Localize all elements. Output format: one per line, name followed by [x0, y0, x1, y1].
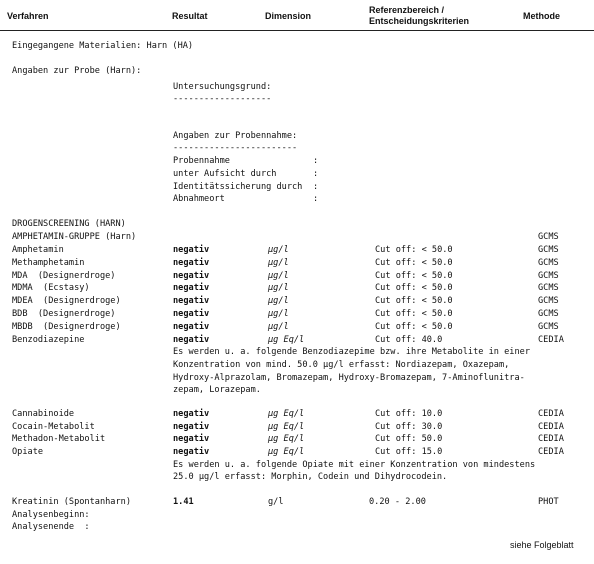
note-line: Es werden u. a. folgende Benzodiazepime bzw. ihre Metabolite in einer — [173, 347, 530, 357]
row-method: GCMS — [538, 296, 559, 307]
row-result: negativ — [173, 409, 210, 419]
row-ref: Cut off: 30.0 — [375, 421, 443, 432]
row-name: MBDB (Designerdroge) — [12, 321, 121, 332]
row-ref: Cut off: 10.0 — [375, 409, 443, 419]
header-resultat: Resultat — [172, 11, 208, 21]
row-unit: g/l — [268, 497, 284, 507]
row-result: negativ — [173, 421, 210, 432]
row-ref: Cut off: < 50.0 — [375, 270, 453, 281]
row-result: negativ — [173, 270, 210, 281]
row-name: MDA (Designerdroge) — [12, 270, 116, 281]
row-result: negativ — [173, 447, 210, 458]
analysenbeginn: Analysenbeginn: — [12, 510, 90, 520]
footer-note: siehe Folgeblatt — [510, 540, 574, 550]
row-unit: µg Eq/l — [268, 421, 305, 432]
row-name: Opiate — [12, 447, 44, 458]
row-ref: Cut off: < 50.0 — [375, 296, 453, 307]
row-name: Amphetamin — [12, 245, 64, 255]
row-method: GCMS — [538, 245, 559, 255]
field-colon: : — [313, 169, 319, 179]
row-name: Benzodiazepine — [12, 334, 85, 345]
row-ref: 0.20 - 2.00 — [369, 497, 426, 507]
row-unit: µg/l — [268, 321, 289, 332]
row-method: GCMS — [538, 309, 559, 319]
row-method: CEDIA — [538, 421, 564, 432]
row-name: Methadon-Metabolit — [12, 434, 106, 445]
header-verfahren: Verfahren — [7, 11, 49, 21]
row-name: Methamphetamin — [12, 257, 85, 268]
row-unit: µg Eq/l — [268, 334, 305, 345]
row-unit: µg/l — [268, 270, 289, 281]
table-header — [0, 0, 594, 31]
row-method: PHOT — [538, 497, 559, 507]
screening-heading: DROGENSCREENING (HARN) — [12, 219, 126, 229]
group-method: GCMS — [538, 232, 559, 242]
row-result: negativ — [173, 257, 210, 268]
row-ref: Cut off: 15.0 — [375, 447, 443, 458]
material-line: Eingegangene Materialien: Harn (HA) — [12, 41, 194, 51]
note-line: zepam, Lorazepam. — [173, 385, 261, 395]
row-result: negativ — [173, 434, 210, 445]
row-method: GCMS — [538, 270, 559, 281]
header-referenz-line2: Entscheidungskriterien — [369, 16, 470, 26]
note-line: 25.0 µg/l erfasst: Morphin, Codein und Dihydrocodein. — [173, 472, 448, 482]
row-name: MDEA (Designerdroge) — [12, 296, 121, 307]
probe-heading: Angaben zur Probe (Harn): — [12, 66, 142, 76]
row-unit: µg/l — [268, 245, 289, 255]
analysenende: Analysenende : — [12, 522, 90, 532]
row-name: Cocain-Metabolit — [12, 421, 95, 432]
row-ref: Cut off: 50.0 — [375, 434, 443, 445]
row-unit: µg/l — [268, 283, 289, 294]
row-result: negativ — [173, 309, 210, 319]
field-probennahme: Probennahme — [173, 156, 230, 166]
row-method: GCMS — [538, 257, 559, 268]
note-line: Es werden u. a. folgende Opiate mit einer Konzentration von mindestens — [173, 460, 536, 470]
field-abnahmeort: Abnahmeort — [173, 194, 225, 204]
note-line: Hydroxy-Alprazolam, Bromazepam, Hydroxy-Bromazepam, 7-Aminoflunitra- — [173, 373, 525, 383]
row-unit: µg/l — [268, 296, 289, 307]
untersuchungsgrund-underline: ------------------- — [173, 94, 272, 104]
field-colon: : — [313, 182, 319, 192]
row-method: CEDIA — [538, 447, 564, 458]
probennahme-underline: ------------------------ — [173, 143, 298, 153]
row-ref: Cut off: < 50.0 — [375, 245, 453, 255]
field-colon: : — [313, 194, 319, 204]
row-ref: Cut off: < 50.0 — [375, 283, 453, 294]
row-method: CEDIA — [538, 334, 564, 345]
row-ref: Cut off: 40.0 — [375, 334, 443, 345]
row-ref: Cut off: < 50.0 — [375, 257, 453, 268]
field-identitaet: Identitätssicherung durch — [173, 182, 303, 192]
row-method: GCMS — [538, 321, 559, 332]
untersuchungsgrund-label: Untersuchungsgrund: — [173, 82, 272, 92]
row-result: negativ — [173, 245, 210, 255]
field-aufsicht: unter Aufsicht durch — [173, 169, 277, 179]
row-name: Cannabinoide — [12, 409, 75, 419]
row-unit: µg/l — [268, 257, 289, 268]
field-colon: : — [313, 156, 319, 166]
header-dimension: Dimension — [265, 11, 312, 21]
row-name: Kreatinin (Spontanharn) — [12, 497, 131, 507]
row-ref: Cut off: < 50.0 — [375, 309, 453, 319]
row-unit: µg Eq/l — [268, 409, 305, 419]
row-unit: µg Eq/l — [268, 447, 305, 458]
row-name: MDMA (Ecstasy) — [12, 283, 90, 294]
row-result: 1.41 — [173, 497, 194, 507]
row-method: CEDIA — [538, 409, 564, 419]
probennahme-heading: Angaben zur Probennahme: — [173, 131, 298, 141]
row-ref: Cut off: < 50.0 — [375, 321, 453, 332]
row-method: CEDIA — [538, 434, 564, 445]
row-unit: µg/l — [268, 309, 289, 319]
note-line: Konzentration von mind. 50.0 µg/l erfasst: Nordiazepam, Oxazepam, — [173, 360, 510, 370]
row-name: BDB (Designerdroge) — [12, 309, 116, 319]
header-referenz-line1: Referenzbereich / — [369, 5, 445, 15]
row-unit: µg Eq/l — [268, 434, 305, 445]
header-methode: Methode — [523, 11, 560, 21]
group-heading: AMPHETAMIN-GRUPPE (Harn) — [12, 232, 137, 242]
row-result: negativ — [173, 321, 210, 332]
row-method: GCMS — [538, 283, 559, 294]
row-result: negativ — [173, 283, 210, 294]
row-result: negativ — [173, 334, 210, 345]
row-result: negativ — [173, 296, 210, 307]
